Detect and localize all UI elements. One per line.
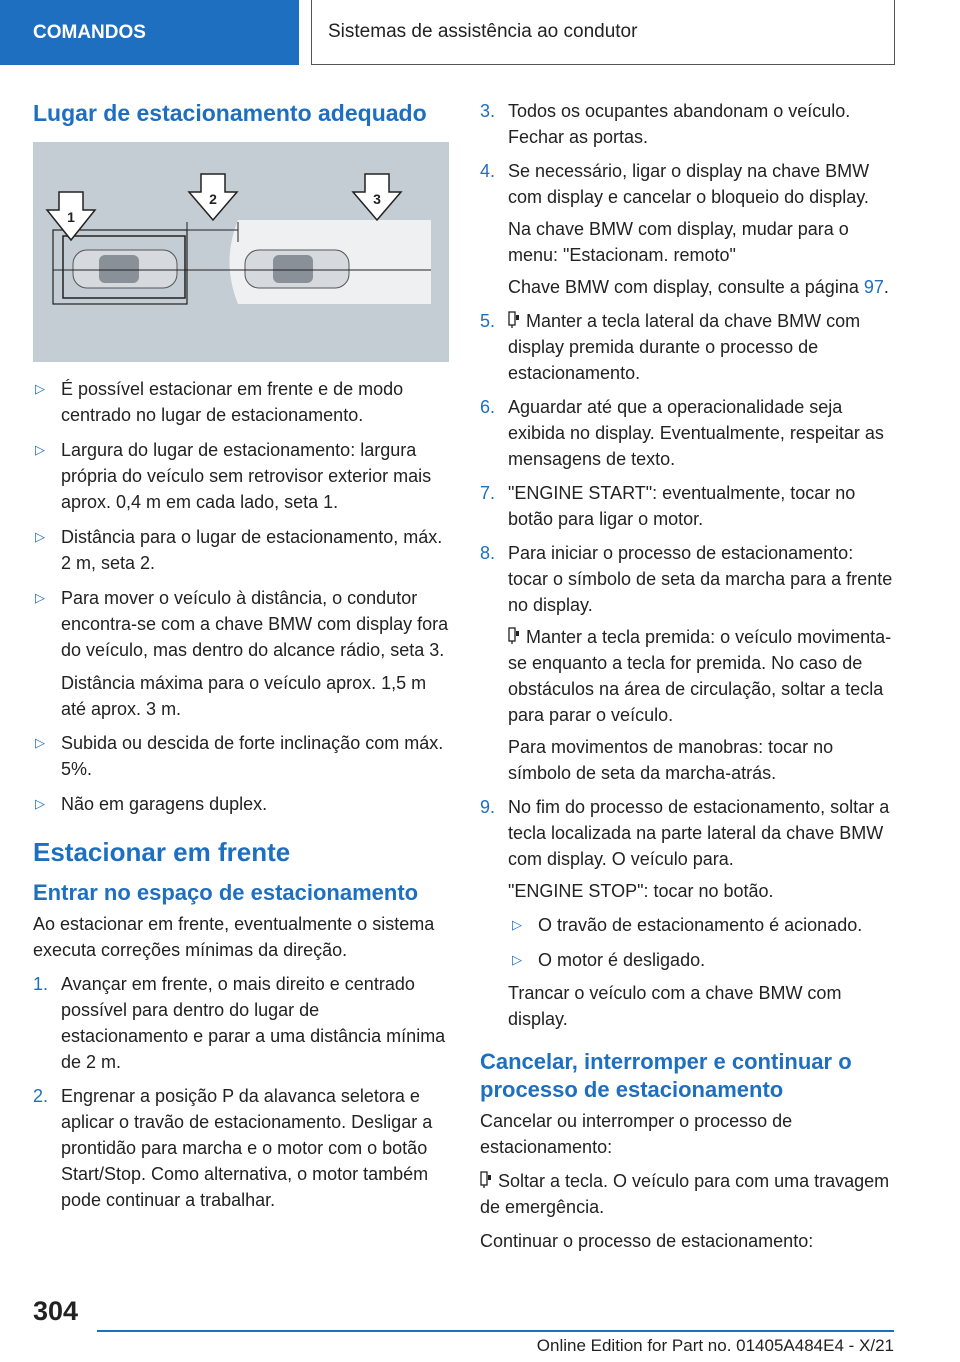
arrow-3-label: 3 [373, 191, 381, 207]
arrow-1-label: 1 [67, 209, 75, 225]
step-item: 3. Todos os ocupantes abandonam o veículo. Fechar as portas. [480, 101, 851, 147]
step-item: 8. Para iniciar o processo de estacionamento: tocar o símbolo de seta da marcha para a frente no display. [480, 543, 893, 615]
cancel-release: Soltar a tecla. O veículo para com uma travagem de emergência. [480, 1171, 890, 1217]
page-reference-link[interactable]: 97 [863, 277, 884, 297]
left-column [33, 98, 449, 1221]
heading-enter-space: Entrar no espaço de estacionamento [33, 880, 419, 905]
step-paragraph: Manter a tecla premida: o veículo movimenta-se enquanto a tecla for premida. No caso de obstáculos na área de circulação, soltar a tecla para parar o veículo. [508, 627, 892, 725]
cancel-intro: Cancelar ou interromper o processo de estacionamento: [480, 1111, 793, 1157]
heading-cancel: Cancelar, interromper e continuar o processo de estacionamento [480, 1049, 852, 1102]
parking-figure [33, 142, 449, 362]
step-paragraph: "ENGINE STOP": tocar no botão. [508, 881, 774, 901]
step-item: 2. Engrenar a posição P da alavanca seletora e aplicar o travão de estacionamento. Desligar a prontidão para marcha e o motor com o botão Start/Stop. Como alternativa, o motor também pode continuar a trabalhar. [33, 1086, 433, 1210]
bullet-triangle-icon: ▷ [512, 952, 522, 967]
step-paragraph: Trancar o veículo com a chave BMW com display. [508, 983, 842, 1029]
footer-rule [97, 1330, 894, 1332]
step-paragraph: Para movimentos de manobras: tocar no símbolo de seta da marcha-atrás. [508, 737, 834, 783]
sub-bullet-item: ▷ O motor é desligado. [480, 947, 898, 973]
step-paragraph: Na chave BMW com display, mudar para o menu: "Estacionam. remoto" [508, 219, 849, 265]
bullet-triangle-icon: ▷ [35, 590, 45, 605]
heading-suitable-spot: Lugar de estacionamento adequado [33, 100, 427, 126]
bullet-item: ▷ Não em garagens duplex. [33, 791, 449, 817]
car-approach-icon [245, 250, 349, 288]
intro-text: Ao estacionar em frente, eventualmente o sistema executa correções mínimas da direção. [33, 914, 435, 960]
key-button-icon [508, 627, 520, 645]
bullet-item: ▷ Para mover o veículo à distância, o condutor encontra-se com a chave BMW com display fora do veículo, mas dentro do alcance rádio, seta 3. [33, 585, 449, 663]
bullet-item: ▷ Subida ou descida de forte inclinação com máx. 5%. [33, 730, 449, 782]
bullet-item: ▷ Largura do lugar de estacionamento: largura própria do veículo sem retrovisor exterior mais aprox. 0,4 m em cada lado, seta 1. [33, 437, 449, 515]
bullet-triangle-icon: ▷ [35, 381, 45, 396]
step-paragraph: Chave BMW com display, consulte a página 97. [508, 277, 889, 297]
bullet-triangle-icon: ▷ [512, 917, 522, 932]
step-item: 4. Se necessário, ligar o display na chave BMW com display e cancelar o bloqueio do display. [480, 161, 870, 207]
step-item: 9. No fim do processo de estacionamento, soltar a tecla localizada na parte lateral da chave BMW com display. O veículo para. [480, 797, 890, 869]
bullet-item: ▷ É possível estacionar em frente e de modo centrado no lugar de estacionamento. [33, 376, 449, 428]
step-item: 6. Aguardar até que a operacionalidade seja exibida no display. Eventualmente, respeitar as mensagens de texto. [480, 397, 884, 469]
bullet-triangle-icon: ▷ [35, 529, 45, 544]
heading-front-parking: Estacionar em frente [33, 837, 291, 867]
step-item: 5. Manter a tecla lateral da chave BMW com display premida durante o processo de estacionamento. [480, 311, 861, 383]
sub-bullet-item: ▷ O travão de estacionamento é acionado. [480, 912, 898, 938]
page-number: 304 [33, 1296, 79, 1326]
header-title: Sistemas de assistência ao condutor [311, 0, 895, 65]
key-button-icon [480, 1171, 492, 1189]
bullet-triangle-icon: ▷ [35, 735, 45, 750]
footer-edition: Online Edition for Part no. 01405A484E4 - X/21 [536, 1336, 894, 1355]
step-item: 7. "ENGINE START": eventualmente, tocar no botão para ligar o motor. [480, 483, 856, 529]
step-item: 1. Avançar em frente, o mais direito e centrado possível para dentro do lugar de estacionamento e parar a uma distância mínima de 2 m. [33, 974, 446, 1072]
bullet-continuation: Distância máxima para o veículo aprox. 1,5 m até aprox. 3 m. [61, 673, 427, 719]
arrow-2-label: 2 [209, 191, 217, 207]
cancel-continue: Continuar o processo de estacionamento: [480, 1231, 814, 1251]
key-button-icon [508, 311, 520, 329]
right-column [480, 98, 898, 1262]
bullet-triangle-icon: ▷ [35, 442, 45, 457]
bullet-triangle-icon: ▷ [35, 796, 45, 811]
header-section: COMANDOS [0, 0, 299, 65]
bullet-item: ▷ Distância para o lugar de estacionamento, máx. 2 m, seta 2. [33, 524, 449, 576]
car-parked-icon [73, 250, 177, 288]
